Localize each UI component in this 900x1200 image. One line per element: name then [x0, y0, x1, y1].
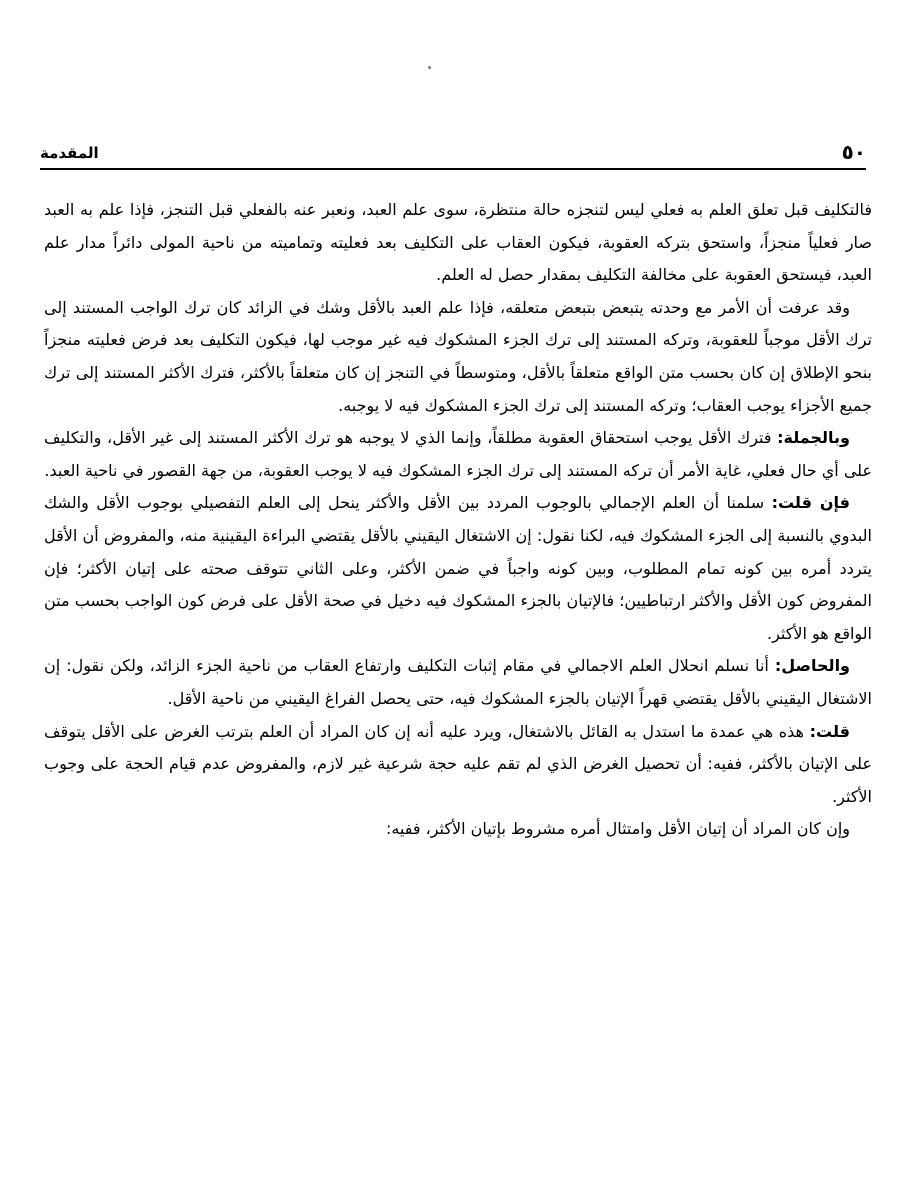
paragraph-text: فالتكليف قبل تعلق العلم به فعلي ليس لتنجزه حالة منتظرة، سوى علم العبد، ونعبر عنه بالفعلي قبل التنجز، فإذا علم به العبد صار فعلياً منجزاً، واستحق بتركه العقوبة، فيكون العقاب على التكليف بعد فعليته وتماميته من ناحية المولى دائراً مدار علم العبد، فيستحق العقوبة على مخالفة التكليف بمقدار حصل له العلم.: [44, 200, 872, 285]
paragraph: [44, 650, 872, 715]
scan-speck: [428, 66, 431, 69]
paragraph-lead: والحاصل:: [774, 656, 850, 676]
paragraph: [44, 292, 872, 422]
header-rule: [40, 168, 866, 170]
paragraph-text: أنا نسلم انحلال العلم الاجمالي في مقام إثبات التكليف وارتفاع العقاب من ناحية الجزء الزائد، ولكن نقول: إن الاشتغال اليقيني بالأقل يقتضي قهراً الإتيان بالجزء المشكوك فيه، حتى يحصل الفراغ اليقيني من ناحية الأقل.: [44, 656, 872, 708]
paragraph-text: فترك الأقل يوجب استحقاق العقوبة مطلقاً، وإنما الذي لا يوجبه هو ترك الأكثر المستند إلى غير الأقل، والتكليف على أي حال فعلي، غاية الأمر أن تركه المستند إلى ترك الجزء المشكوك فيه لا يوجب العقوبة، من جهة القصور في ناحية العبد.: [44, 428, 872, 480]
page-body: [44, 194, 872, 846]
running-title: المقدمة: [40, 144, 99, 162]
page-header: [40, 138, 866, 164]
paragraph: [44, 813, 872, 846]
paragraph: [44, 487, 872, 650]
paragraph-text: وقد عرفت أن الأمر مع وحدته يتبعض بتبعض متعلقه، فإذا علم العبد بالأقل وشك في الزائد كان ترك الواجب المستند إلى ترك الأقل موجباً للعقوبة، وتركه المستند إلى ترك الجزء المشكوك فيه غير موجب لها، فيكون التكليف بعد فرض فعليته منجزاً بنحو الإطلاق إن كان بحسب متن الواقع متعلقاً بالأقل، ومتوسطاً في التنجز إن كان متعلقاً بالأكثر، فترك الأكثر المستند إلى ترك جميع الأجزاء يوجب العقاب؛ وتركه المستند إلى ترك الجزء المشكوك فيه لا يوجبه.: [44, 297, 872, 415]
paragraph-text: وإن كان المراد أن إتيان الأقل وامتثال أمره مشروط بإتيان الأكثر، ففيه:: [385, 819, 850, 839]
paragraph-text: سلمنا أن العلم الإجمالي بالوجوب المردد بين الأقل والأكثر ينحل إلى العلم التفصيلي بوجوب الأقل والشك البدوي بالنسبة إلى الجزء المشكوك فيه، لكنا نقول: إن الاشتغال اليقيني بالأقل يقتضي البراءة اليقينية منه، والمفروض أن الأقل يتردد أمره بين كونه تمام المطلوب، وبين كونه واجباً في ضمن الأكثر، وعلى الثاني تتوقف صحته على إتيان الأكثر؛ فإن المفروض كون الأقل والأكثر ارتباطيين؛ فالإتيان بالجزء المشكوك فيه دخيل في صحة الأقل على فرض كون الواجب بحسب متن الواقع هو الأكثر.: [44, 493, 872, 643]
paragraph: [44, 716, 872, 814]
paragraph: [44, 422, 872, 487]
paragraph-lead: قلت:: [809, 721, 850, 741]
page-number: ٥٠: [841, 140, 866, 164]
paragraph: [44, 194, 872, 292]
paragraph-lead: وبالجملة:: [777, 428, 850, 448]
paragraph-text: هذه هي عمدة ما استدل به القائل بالاشتغال، ويرد عليه أنه إن كان المراد أن العلم بترتب الغرض على الأقل يتوقف على الإتيان بالأكثر، ففيه: أن تحصيل الغرض الذي لم تقم عليه حجة شرعية غير لازم، والمفروض عدم قيام الحجة على وجوب الأكثر.: [44, 721, 872, 806]
paragraph-lead: فإن قلت:: [771, 493, 850, 513]
